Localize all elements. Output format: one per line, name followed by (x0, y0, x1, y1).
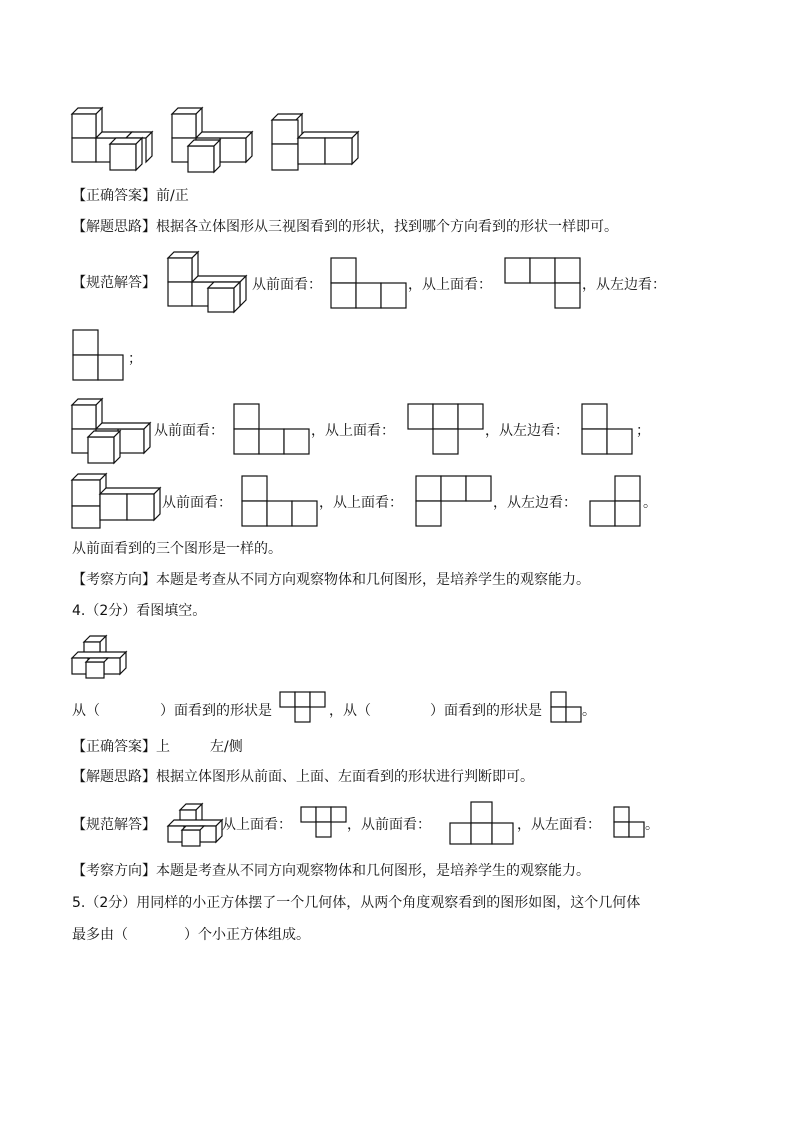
from-left-label: ，从左面看： (517, 817, 601, 833)
from-top-label: 从上面看： (222, 817, 292, 833)
q5-line-2: 最多由（ ）个小正方体组成。 (72, 927, 310, 943)
from-front-label: 从前面看： (162, 495, 232, 511)
from-left-label: ，从左边看： (493, 495, 577, 511)
q4-blank-b-post: ）面看到的形状是 (430, 703, 542, 719)
from-left-label: ，从左边看： (485, 423, 569, 439)
q3-focus-line (72, 570, 590, 590)
answer-2: 左/侧 (210, 739, 243, 755)
q4-blank-a-pre: 从（ (72, 703, 100, 719)
period: 。 (643, 495, 657, 511)
q5-line-1: 5.（2分）用同样的小正方体摆了一个几何体，从两个角度观察看到的图形如图，这个几何体 (72, 895, 641, 911)
q4-solution-top-view (300, 806, 350, 842)
answer-value: 前/正 (156, 188, 189, 204)
q4-solution-front-view (449, 801, 515, 847)
front-view-c (241, 475, 321, 529)
top-view-c (415, 475, 495, 529)
solution-cube-figure-b (70, 395, 154, 465)
q4-blank-b-pre: ，从（ (329, 703, 371, 719)
q4-solution-cube-figure (166, 802, 226, 848)
q4-blank-a-post: ）面看到的形状是 (160, 703, 272, 719)
q4-solution-left-view (613, 806, 649, 842)
from-top-label: ，从上面看： (408, 277, 492, 293)
left-view-b (581, 403, 637, 457)
q4-view-top (279, 691, 329, 727)
q4-answer-line (72, 737, 170, 757)
front-view-b (233, 403, 313, 457)
solution-tag: 【规范解答】 (72, 275, 156, 291)
q4-cube-figure (70, 634, 130, 680)
from-front-label: ，从前面看： (347, 817, 431, 833)
q3-idea-line (72, 217, 618, 237)
q4-idea-line (72, 767, 534, 787)
front-view-a (330, 257, 410, 311)
q4-view-left (550, 691, 586, 727)
idea-tag: 【解题思路】 (72, 219, 156, 235)
top-view-a (504, 257, 584, 311)
idea-text: 根据各立体图形从三视图看到的形状，找到哪个方向看到的形状一样即可。 (156, 219, 618, 235)
solution-tag: 【规范解答】 (72, 817, 156, 833)
period: 。 (645, 817, 659, 833)
period: 。 (582, 703, 596, 719)
answer-1: 上 (156, 739, 170, 755)
q4-title: 4.（2分）看图填空。 (72, 603, 207, 619)
solution-cube-figure-c (70, 472, 162, 532)
semicolon: ； (128, 351, 142, 367)
top-view-b (407, 403, 487, 457)
focus-text: 本题是考查从不同方向观察物体和几何图形，是培养学生的观察能力。 (156, 572, 590, 588)
focus-text: 本题是考查从不同方向观察物体和几何图形，是培养学生的观察能力。 (156, 863, 590, 879)
q4-focus-line (72, 861, 590, 881)
semicolon: ； (636, 423, 650, 439)
from-top-label: ，从上面看： (311, 423, 395, 439)
left-view-a (72, 329, 128, 383)
focus-tag: 【考察方向】 (72, 863, 156, 879)
cube-figure-b (170, 104, 260, 174)
answer-tag: 【正确答案】 (72, 188, 156, 204)
idea-text: 根据立体图形从前面、上面、左面看到的形状进行判断即可。 (156, 769, 534, 785)
q3-answer-line (72, 186, 189, 206)
left-view-c (589, 475, 645, 529)
cube-figure-a (70, 104, 160, 174)
idea-tag: 【解题思路】 (72, 769, 156, 785)
cube-figure-c (270, 110, 360, 174)
from-left-label: ，从左边看： (582, 277, 666, 293)
from-front-label: 从前面看： (252, 277, 322, 293)
focus-tag: 【考察方向】 (72, 572, 156, 588)
from-front-label: 从前面看： (154, 423, 224, 439)
conclusion-text: 从前面看到的三个图形是一样的。 (72, 541, 282, 557)
from-top-label: ，从上面看： (319, 495, 403, 511)
solution-cube-figure-a (166, 248, 250, 316)
answer-tag: 【正确答案】 (72, 739, 156, 755)
